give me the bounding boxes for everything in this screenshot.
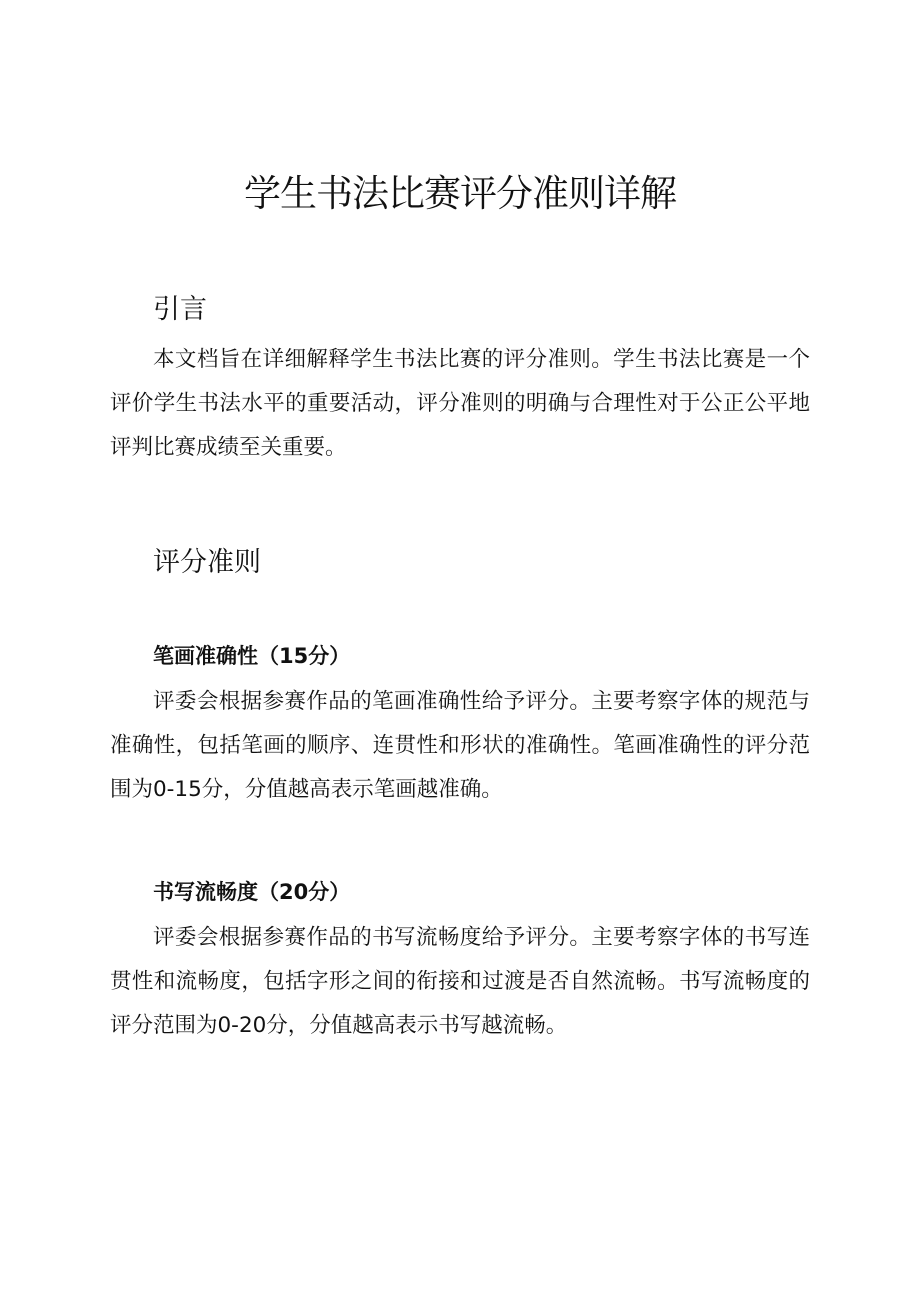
criterion-title-writing-fluency: 书写流畅度（20分） <box>153 880 351 904</box>
criterion-body-stroke-accuracy: 评委会根据参赛作品的笔画准确性给予评分。主要考察字体的规范与准确性，包括笔画的顺序、连贯性和形状的准确性。笔画准确性的评分范围为0-15分，分值越高表示笔画越准确。 <box>110 689 810 802</box>
criterion-body-writing-fluency: 评委会根据参赛作品的书写流畅度给予评分。主要考察字体的书写连贯性和流畅度，包括字形之间的衔接和过渡是否自然流畅。书写流畅度的评分范围为0-20分，分值越高表示书写越流畅。 <box>110 925 810 1038</box>
criterion-title-stroke-accuracy: 笔画准确性（15分） <box>153 644 351 668</box>
criteria-heading: 评分准则 <box>153 547 261 578</box>
intro-heading: 引言 <box>153 294 207 325</box>
intro-paragraph: 本文档旨在详细解释学生书法比赛的评分准则。学生书法比赛是一个评价学生书法水平的重要活动，评分准则的明确与合理性对于公正公平地评判比赛成绩至关重要。 <box>110 347 810 460</box>
document-title: 学生书法比赛评分准则详解 <box>244 172 676 215</box>
